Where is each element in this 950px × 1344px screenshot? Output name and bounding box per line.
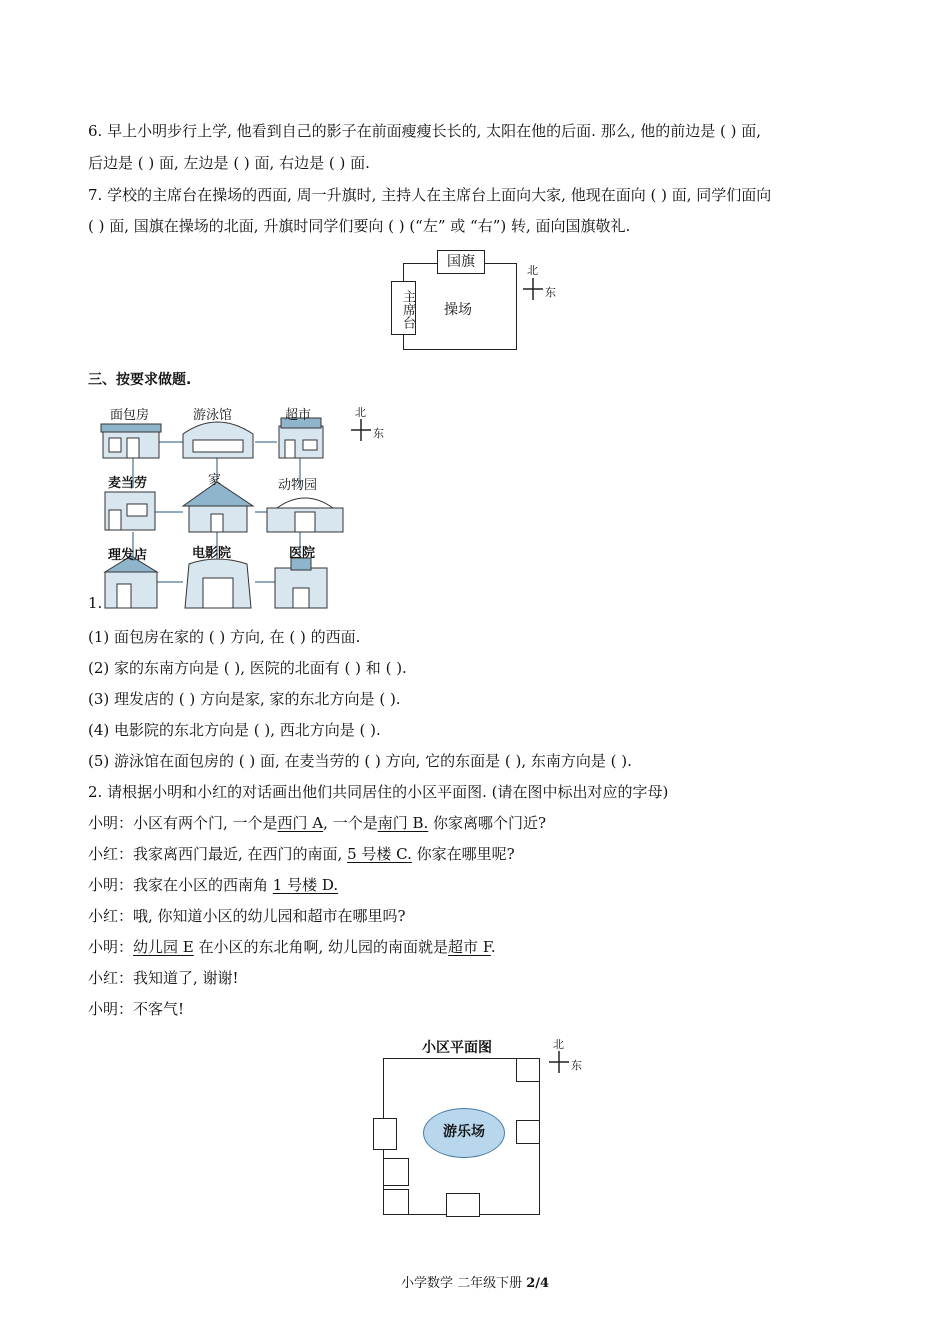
cinema-label: 电影院 — [192, 546, 232, 561]
bakery-icon — [101, 424, 161, 458]
dialogue-1-text-c: 你家离哪个门近? — [428, 814, 547, 832]
plan-slot-w[interactable] — [373, 1118, 397, 1150]
swimming-hall-icon — [183, 422, 253, 458]
amusement-park: 游乐场 — [423, 1108, 505, 1158]
dialogue-7: 小明：不客气! — [88, 1000, 185, 1018]
flag-label: 国旗 — [437, 250, 485, 274]
p1-number: 1. — [88, 594, 103, 612]
home-icon — [183, 482, 253, 532]
page-footer — [0, 1272, 950, 1291]
dialogue-2-text-a: 小红：我家离西门最近, 在西门的南面, — [88, 845, 348, 863]
building-1-d: 1 号楼 D. — [272, 876, 339, 894]
dialogue-5-text: 在小区的东北角啊, 幼儿园的南面就是 — [193, 938, 449, 956]
dialogue-3 — [88, 874, 338, 895]
map-compass-east: 东 — [373, 427, 384, 440]
dialogue-5-speaker: 小明： — [88, 938, 134, 956]
compass-east-label: 东 — [545, 286, 556, 299]
plan-slot-s[interactable] — [446, 1193, 480, 1217]
p1-q5: (5) 游泳馆在面包房的 ( ) 面, 在麦当劳的 ( ) 方向, 它的东面是 ( ), 东南方向是 ( ). — [88, 752, 632, 770]
cinema-icon — [185, 559, 251, 608]
dialogue-5 — [88, 936, 496, 957]
south-gate-b: 南门 B. — [377, 814, 429, 832]
compass-north-label: 北 — [527, 264, 538, 277]
compass-cross-icon — [521, 276, 545, 302]
plan-title: 小区平面图 — [422, 1040, 492, 1056]
dialogue-6: 小红：我知道了, 谢谢! — [88, 969, 239, 987]
barber-shop-icon — [105, 556, 157, 608]
map-compass-north: 北 — [355, 406, 366, 419]
p1-q3: (3) 理发店的 ( ) 方向是家, 家的东北方向是 ( ). — [88, 690, 401, 708]
dialogue-5-end: . — [490, 938, 496, 956]
zoo-label: 动物园 — [278, 478, 318, 493]
dialogue-1-text-b: , 一个是 — [323, 814, 378, 832]
mcdonalds-label: 麦当劳 — [108, 476, 148, 491]
field-label: 操场 — [444, 302, 472, 318]
footer-text: 小学数学 二年级下册 — [400, 1276, 527, 1291]
bakery-label: 面包房 — [110, 408, 150, 423]
plan-compass-cross-icon — [547, 1049, 571, 1075]
q7-line-2: ( ) 面, 国旗在操场的北面, 升旗时同学们要向 ( ) (“左” 或 “右”) 转, 面向国旗敬礼. — [88, 217, 631, 235]
home-label: 家 — [208, 473, 222, 488]
p1-q1: (1) 面包房在家的 ( ) 方向, 在 ( ) 的西面. — [88, 628, 361, 646]
kindergarten-e: 幼儿园 E — [133, 938, 194, 956]
dialogue-1 — [88, 812, 546, 833]
hospital-icon — [275, 558, 327, 608]
p1-q2: (2) 家的东南方向是 ( ), 医院的北面有 ( ) 和 ( ). — [88, 659, 407, 677]
plan-slot-sw2[interactable] — [383, 1189, 409, 1215]
mcdonalds-icon — [105, 492, 155, 530]
plan-slot-sw1[interactable] — [383, 1158, 409, 1186]
plan-slot-ne[interactable] — [516, 1058, 540, 1082]
swimming-hall-label: 游泳馆 — [193, 408, 233, 423]
p1-q4: (4) 电影院的东北方向是 ( ), 西北方向是 ( ). — [88, 721, 381, 739]
q7-line-1: 7. 学校的主席台在操场的西面, 周一升旗时, 主持人在主席台上面向大家, 他现在面向 ( ) 面, 同学们面向 — [88, 186, 772, 204]
stage-label: 主席台 — [391, 281, 416, 335]
building-map-svg — [95, 400, 345, 610]
section-3-title: 三、按要求做题. — [88, 372, 192, 388]
plan-slot-e[interactable] — [516, 1120, 540, 1144]
q6-line-2: 后边是 ( ) 面, 左边是 ( ) 面, 右边是 ( ) 面. — [88, 154, 370, 172]
q6-line-1: 6. 早上小明步行上学, 他看到自己的影子在前面瘦瘦长长的, 太阳在他的后面. 那么, 他的前边是 ( ) 面, — [88, 122, 762, 140]
barber-shop-label: 理发店 — [108, 548, 148, 563]
plan-compass-east: 东 — [571, 1059, 582, 1072]
dialogue-1-text-a: 小明：小区有两个门, 一个是 — [88, 814, 278, 832]
supermarket-label: 超市 — [285, 408, 312, 423]
supermarket-f: 超市 F — [448, 938, 491, 956]
dialogue-4: 小红：哦, 你知道小区的幼儿园和超市在哪里吗? — [88, 907, 406, 925]
dialogue-2-text-b: 你家在哪里呢? — [411, 845, 515, 863]
page-number: 2/4 — [526, 1276, 550, 1291]
map-compass-cross-icon — [349, 417, 373, 443]
west-gate-a: 西门 A — [277, 814, 324, 832]
dialogue-2 — [88, 843, 515, 864]
hospital-label: 医院 — [289, 546, 316, 561]
building-5-c: 5 号楼 C. — [347, 845, 412, 863]
p2-intro: 2. 请根据小明和小红的对话画出他们共同居住的小区平面图. (请在图中标出对应的字母) — [88, 783, 669, 801]
dialogue-3-text: 小明：我家在小区的西南角 — [88, 876, 273, 894]
zoo-icon — [267, 498, 343, 532]
plan-compass-north: 北 — [553, 1038, 564, 1051]
supermarket-icon — [279, 418, 323, 458]
